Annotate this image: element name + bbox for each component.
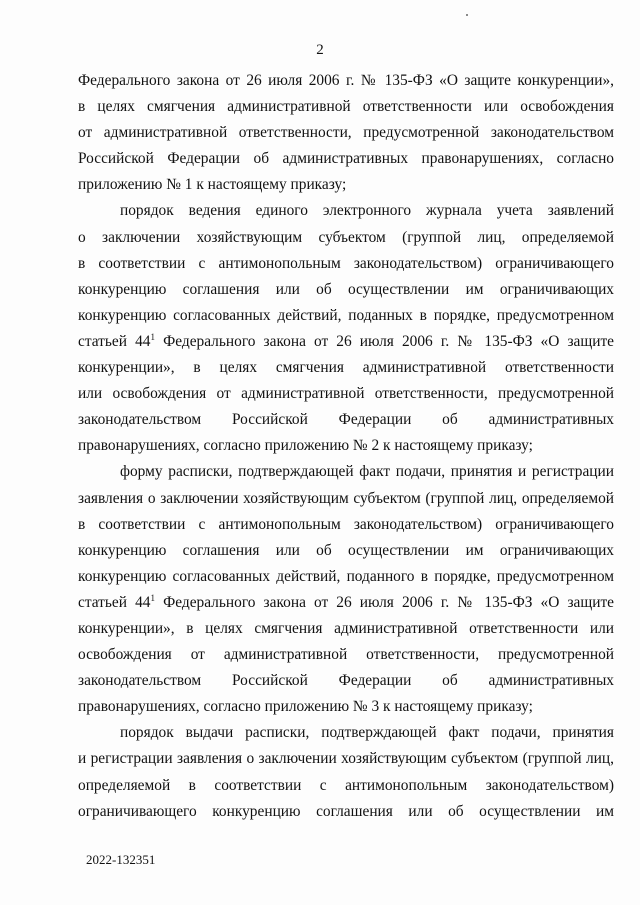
page-number: 2 — [316, 42, 324, 58]
text-line: конкуренцию соглашения или об осуществлении им ограничивающих — [78, 280, 614, 298]
document-code: 2022-132351 — [86, 852, 156, 867]
text-fragment: Федерального закона от 26 июля 2006 г. № 135-ФЗ «О защите — [154, 332, 614, 350]
text-line: правонарушениях, согласно приложению № 3 к настоящему приказу; — [78, 698, 533, 716]
text-line: определяемой в соответствии с антимонопольным законодательством) — [78, 776, 614, 794]
text-line: законодательством Российской Федерации об административных — [78, 411, 614, 429]
text-fragment: статьей 44 — [78, 332, 151, 350]
text-line: ограничивающего конкуренцию соглашения или об осуществлении им — [78, 802, 614, 820]
text-line: в соответствии с антимонопольным законодательством) ограничивающего — [78, 515, 614, 533]
scan-speck — [466, 14, 468, 16]
text-line: порядок ведения единого электронного журнала учета заявлений — [120, 202, 614, 220]
text-fragment: статьей 44 — [78, 593, 151, 611]
text-line: в соответствии с антимонопольным законодательством) ограничивающего — [78, 254, 614, 272]
text-line: конкуренцию согласованных действий, поданных в порядке, предусмотренном — [78, 306, 614, 324]
body-text — [78, 68, 614, 825]
text-line: конкуренции», в целях смягчения административной ответственности — [78, 359, 614, 377]
text-line: форму расписки, подтверждающей факт подачи, принятия и регистрации — [120, 463, 614, 481]
text-line — [78, 590, 614, 616]
article-superscript: 1 — [150, 331, 155, 342]
text-line: правонарушениях, согласно приложению № 2 к настоящему приказу; — [78, 437, 533, 455]
text-line: порядок выдачи расписки, подтверждающей факт подачи, принятия — [120, 724, 614, 742]
text-line: о заключении хозяйствующим субъектом (группой лиц, определяемой — [78, 228, 614, 246]
text-line: от административной ответственности, предусмотренной законодательством — [78, 124, 614, 142]
text-line: или освобождения от административной ответственности, предусмотренной — [78, 385, 614, 403]
text-line: в целях смягчения административной ответственности или освобождения — [78, 98, 614, 116]
text-line: Российской Федерации об административных правонарушениях, согласно — [78, 150, 614, 168]
text-line: приложению № 1 к настоящему приказу; — [78, 176, 347, 194]
text-line: и регистрации заявления о заключении хозяйствующим субъектом (группой лиц, — [78, 750, 614, 768]
text-line — [78, 329, 614, 355]
text-line: Федерального закона от 26 июля 2006 г. № 135-ФЗ «О защите конкуренции», — [78, 72, 614, 89]
text-fragment: Федерального закона от 26 июля 2006 г. № 135-ФЗ «О защите — [154, 593, 614, 611]
text-line: конкуренцию согласованных действий, поданного в порядке, предусмотренном — [78, 567, 614, 585]
text-line: законодательством Российской Федерации об административных — [78, 672, 614, 690]
text-line: освобождения от административной ответственности, предусмотренной — [78, 646, 614, 664]
text-line: конкуренции», в целях смягчения административной ответственности или — [78, 619, 614, 637]
text-line: конкуренцию соглашения или об осуществлении им ограничивающих — [78, 541, 614, 559]
article-superscript: 1 — [150, 592, 155, 603]
text-line: заявления о заключении хозяйствующим субъектом (группой лиц, определяемой — [78, 489, 614, 507]
